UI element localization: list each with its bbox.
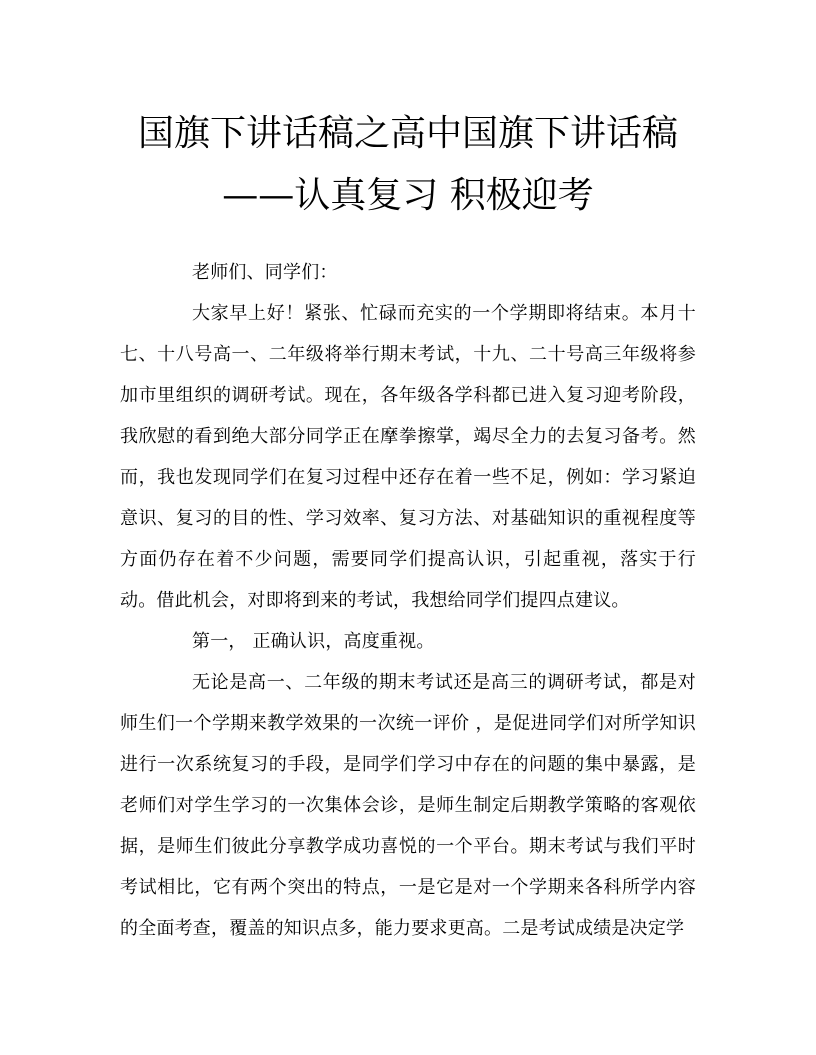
point-one-heading: 第一， 正确认识，高度重视。 [192,631,435,652]
salutation-paragraph: 老师们、同学们： [192,262,338,283]
document-title: 国旗下讲话稿之高中国旗下讲话稿 [137,113,678,154]
document-body [120,252,696,949]
opening-paragraph: 大家早上好！紧张、忙碌而充实的一个学期即将结束。本月十七、十八号高一、二年级将举行期末考试，十九、二十号高三年级将参加市里组织的调研考试。现在，各年级各学科都已进入复习迎考阶段，我欣慰的看到绝大部分同学正在摩拳擦掌，竭尽全力的去复习备考。然而，我也发现同学们在复习过程中还存在着一些不足，例如：学习紧迫意识、复习的目的性、学习效率、复习方法、对基础知识的重视程度等方面仍存在着不少问题，需要同学们提高认识，引起重视，落实于行动。借此机会，对即将到来的考试，我想给同学们提四点建议。 [120,303,696,611]
document-subtitle: ——认真复习 积极迎考 [222,175,594,216]
point-one-paragraph: 无论是高一、二年级的期末考试还是高三的调研考试，都是对师生们一个学期来教学效果的一次统一评价 ，是促进同学们对所学知识进行一次系统复习的手段，是同学们学习中存在的问题的集中暴露，是老师们对学生学习的一次集体会诊，是师生制定后期教学策略的客观依据，是师生们彼此分享教学成功喜悦的一个平台。期末考试与我们平时考试相比，它有两个突出的特点，一是它是对一个学期来各科所学内容的全面考查，覆盖的知识点多，能力要求更高。二是考试成绩是决定学 [120,672,696,939]
